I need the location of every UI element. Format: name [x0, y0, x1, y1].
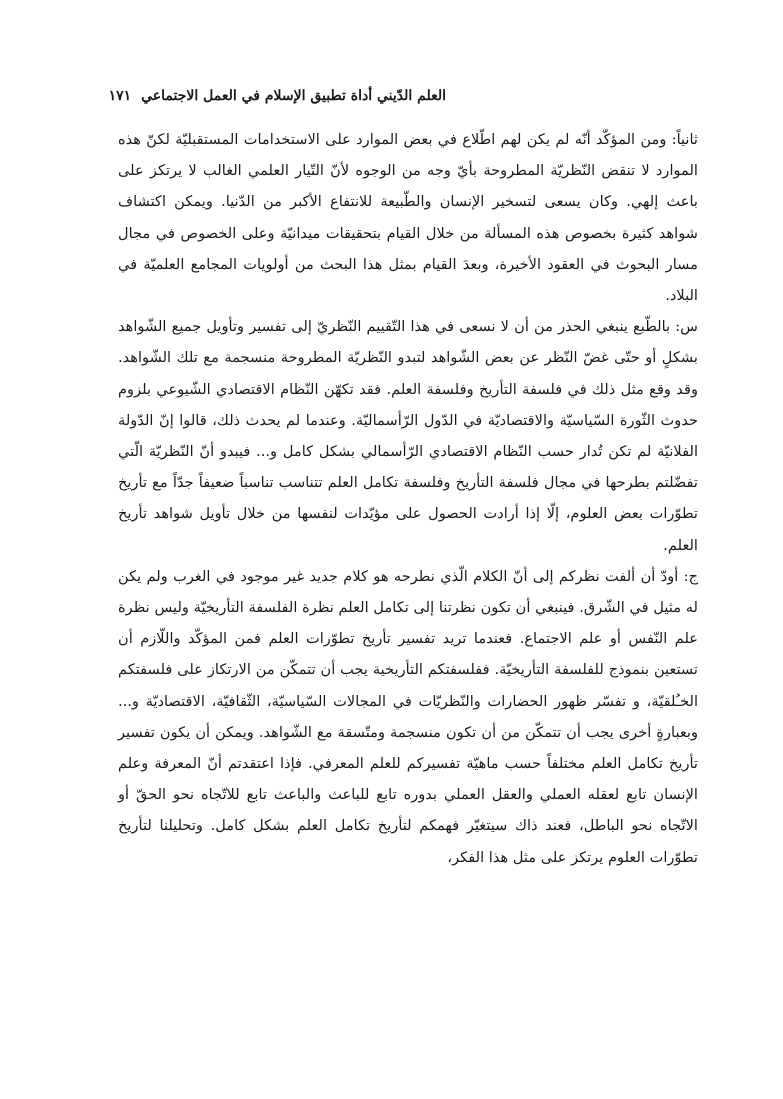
running-header	[108, 82, 446, 110]
page-number: ١٧١	[108, 88, 132, 104]
paragraph-2: س: بالطّبع ينبغي الحذر من أن لا نسعى في هذا التّقييم النّظريّ إلى تفسير وتأويل جميع الشّواهد بشكلٍ أو حتّى غضّ النّظر عن بعض الشّواهد لتبدو النّظريّة المطروحة منسجمة مع تلك الشّواهد. وقد وقع مثل ذلك في فلسفة التأريخ وفلسفة العلم. فقد تكهّن النّظام الاقتصادي الشّيوعي بلزوم حدوث الثّورة السّياسيّة والاقتصاديّة في الدّول الرّأسماليّة. وعندما لم يحدث ذلك، قالوا إنّ الدّولة الفلانيّة لم تكن تُدار حسب النّظام الاقتصادي الرّأسمالي بشكل كامل و... فيبدو أنّ النّظريّة الّتي تفضّلتم بطرحها في مجال فلسفة التأريخ وفلسفة تكامل العلم تتناسب تناسباً ضعيفاً جدّاً مع تأريخ تطوّرات بعض العلوم، إلّا إذا أرادت الحصول على مؤيّدات لنفسها من خلال تأويل شواهد تأريخ العلم.	[118, 318, 698, 554]
paragraph-3: ج: أودّ أن ألفت نظركم إلى أنّ الكلام الّذي نطرحه هو كلام جديد غير موجود في الغرب ولم يكن له مثيل في الشّرق. فينبغي أن تكون نظرتنا إلى تكامل العلم نظرة الفلسفة التأريخيّة وليس نظرة علم النّفس أو علم الاجتماع. فعندما تريد تفسير تأريخ تطوّرات العلم فمن المؤكّد واللّازم أن تستعين بنموذج للفلسفة التأريخيّة. ففلسفتكم التأريخية يجب أن تتمكّن من الارتكاز على فلسفتكم الخـُلقيّة، و تفسّر ظهور الحضارات والنّظريّات في المجالات السّياسيّة، الثّقافيّة، الاقتصاديّة و... وبعبارةٍ أخرى يجب أن تتمكّن من أن تكون منسجمة ومتّسقة مع الشّواهد. ويمكن أن يكون تفسير تأريخ تكامل العلم مختلفاً حسب ماهيّة تفسيركم للعلم المعرفي. فإذا اعتقدتم أنّ المعرفة وعلم الإنسان تابع لعقله العملي والعقل العملي بدوره تابع للباعث والباعث تابع للاتّجاه نحو الحقّ أو الاتّجاه نحو الباطل، فعند ذاك سيتغيّر فهمكم لتأريخ تكامل العلم بشكل كامل. وتحليلنا لتأريخ تطوّرات العلوم يرتكز على مثل هذا الفكر،	[118, 567, 698, 866]
header-title: العلم الدّيني أداة تطبيق الإسلام في العمل الاجتماعي	[141, 88, 446, 104]
body-text	[118, 124, 698, 873]
paragraph-1: ثانياً: ومن المؤكّد أنّه لم يكن لهم اطّلاع في بعض الموارد على الاستخدامات المستقبليّة لكنّ هذه الموارد لا تنقض النّظريّة المطروحة بأيّ وجه من الوجوه لأنّ التّيار العلمي الغالب لا يرتكز على باعث إلهي. وكان يسعى لتسخير الإنسان والطّبيعة للانتفاع الأكبر من الدّنيا. ويمكن اكتشاف شواهد كثيرة بخصوص هذه المسألة من خلال القيام بتحقيقات ميدانيّة وعلى الخصوص في مجال مسار البحوث في العقود الأخيرة، وبعدَ القيام بمثل هذا البحث من أولويات المجامع العلميّة في البلاد.	[118, 131, 698, 305]
